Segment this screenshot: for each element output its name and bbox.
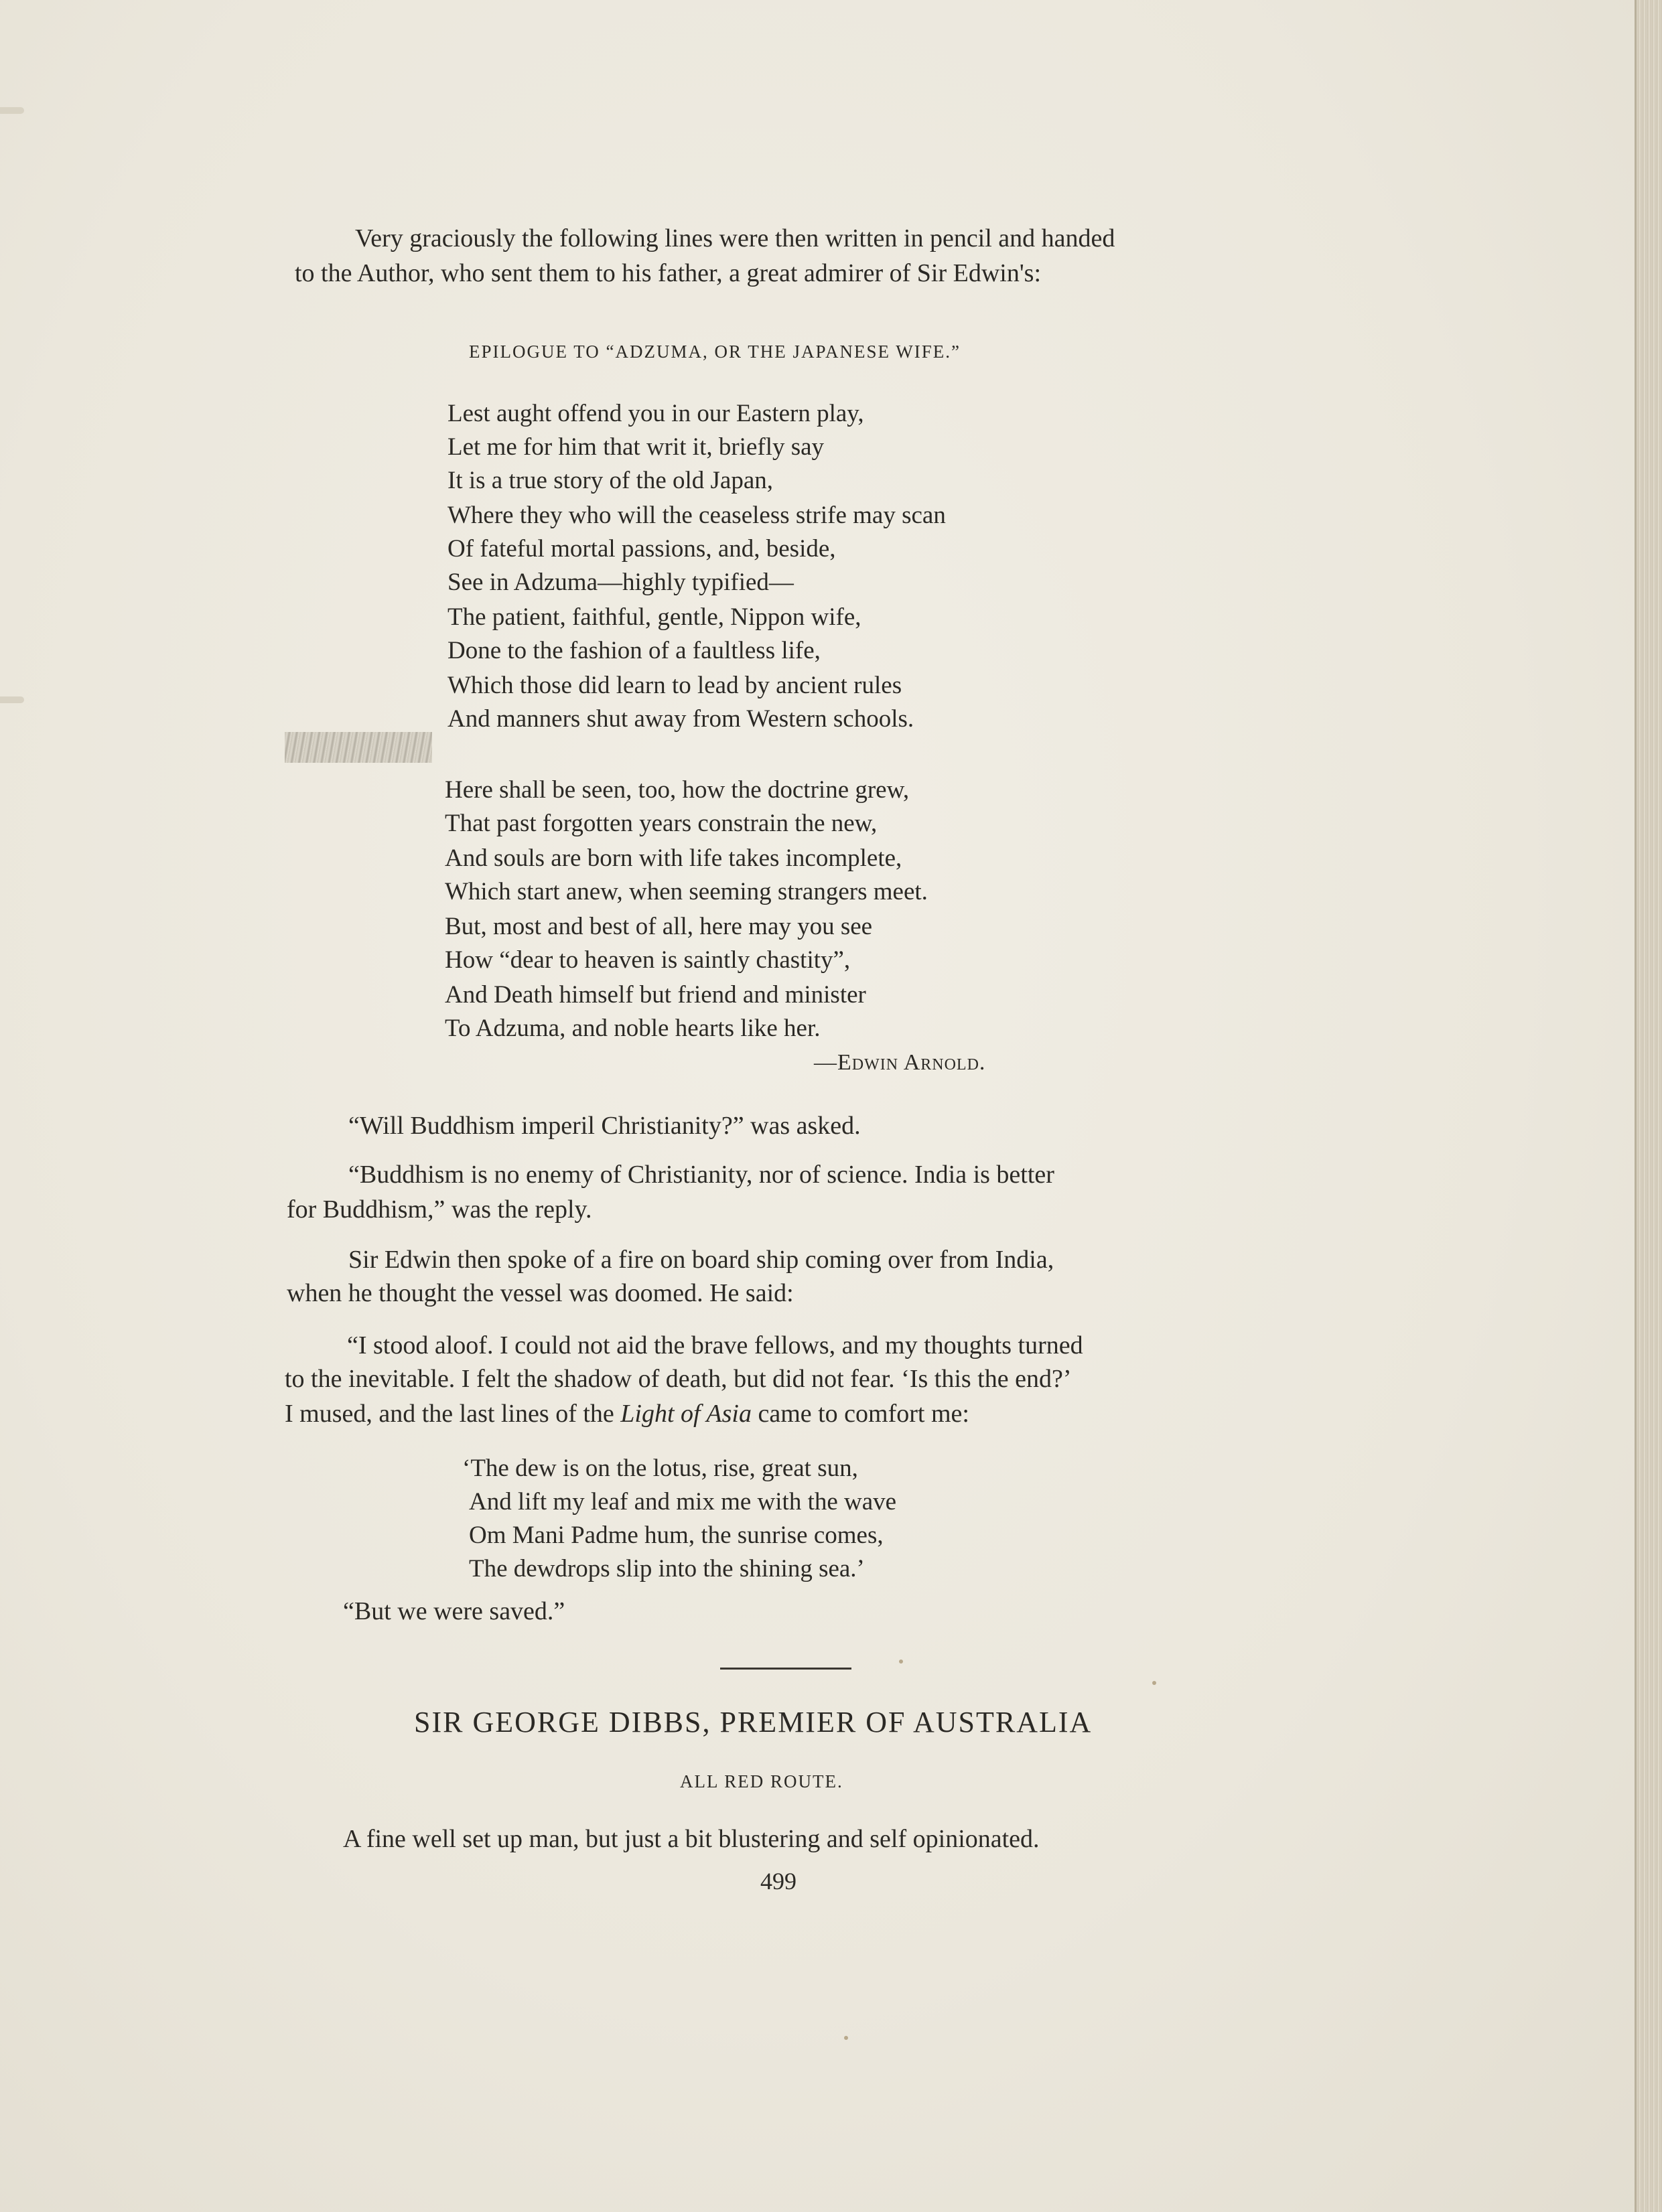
poem-line: And Death himself but friend and minister bbox=[445, 981, 866, 1009]
quote-poem-line: And lift my leaf and mix me with the wave bbox=[469, 1488, 897, 1516]
poem-line: The patient, faithful, gentle, Nippon wife, bbox=[447, 603, 861, 631]
reply-line-1: “Buddhism is no enemy of Christianity, nor of science. India is better bbox=[348, 1161, 1054, 1189]
poem-line: Done to the fashion of a faultless life, bbox=[447, 637, 821, 664]
paper-speck bbox=[899, 1660, 903, 1664]
paper-speck bbox=[844, 2036, 848, 2040]
stood-line-1: “I stood aloof. I could not aid the brave fellows, and my thoughts turned bbox=[347, 1331, 1083, 1359]
poem-line: Let me for him that writ it, briefly say bbox=[447, 433, 825, 461]
poem-line: See in Adzuma—highly typified— bbox=[447, 569, 794, 596]
section-subtitle: ALL RED ROUTE. bbox=[680, 1771, 843, 1791]
fire-line-1: Sir Edwin then spoke of a fire on board ship coming over from India, bbox=[348, 1246, 1054, 1274]
poem-line: Where they who will the ceaseless strife may scan bbox=[447, 502, 946, 529]
poem-signature: —Edwin Arnold. bbox=[814, 1050, 986, 1075]
ink-smudge bbox=[285, 732, 432, 763]
quote-poem-line: Om Mani Padme hum, the sunrise comes, bbox=[469, 1522, 884, 1549]
stood-line-3 bbox=[285, 1396, 969, 1431]
page-number: 499 bbox=[760, 1868, 797, 1895]
quote-poem-line: ‘The dew is on the lotus, rise, great sun, bbox=[462, 1455, 858, 1482]
intro-line-1: Very graciously the following lines were then written in pencil and handed bbox=[355, 224, 1115, 252]
fire-line-2: when he thought the vessel was doomed. He said: bbox=[287, 1279, 794, 1307]
stood-line-3-post: came to comfort me: bbox=[751, 1400, 969, 1428]
section-title: SIR GEORGE DIBBS, PREMIER OF AUSTRALIA bbox=[414, 1706, 1093, 1739]
paper-speck bbox=[1152, 1681, 1156, 1685]
poem-line: Lest aught offend you in our Eastern play, bbox=[447, 400, 864, 427]
section-divider bbox=[720, 1668, 851, 1670]
poem-line: How “dear to heaven is saintly chastity”, bbox=[445, 946, 851, 974]
section-first-line: A fine well set up man, but just a bit blustering and self opinionated. bbox=[343, 1825, 1040, 1853]
poem-line: Of fateful mortal passions, and, beside, bbox=[447, 535, 836, 563]
quote-poem-line: The dewdrops slip into the shining sea.’ bbox=[469, 1555, 865, 1582]
stood-line-3-pre: I mused, and the last lines of the bbox=[285, 1400, 621, 1428]
poem-line: Here shall be seen, too, how the doctrine grew, bbox=[445, 776, 910, 804]
reply-line-2: for Buddhism,” was the reply. bbox=[287, 1195, 592, 1224]
book-title-italic: Light of Asia bbox=[620, 1400, 752, 1428]
poem-line: Which those did learn to lead by ancient rules bbox=[447, 672, 902, 699]
poem-line: And souls are born with life takes incomplete, bbox=[445, 844, 902, 872]
question-paragraph: “Will Buddhism imperil Christianity?” was asked. bbox=[348, 1112, 861, 1140]
poem-line: It is a true story of the old Japan, bbox=[447, 467, 774, 494]
poem-line: To Adzuma, and noble hearts like her. bbox=[445, 1015, 821, 1042]
poem-line: That past forgotten years constrain the new, bbox=[445, 810, 878, 837]
page-edge-stack bbox=[1635, 0, 1662, 2212]
epilogue-heading: EPILOGUE TO “ADZUMA, OR THE JAPANESE WIFE.” bbox=[469, 342, 961, 362]
poem-line: Which start anew, when seeming strangers meet. bbox=[445, 878, 928, 905]
stood-line-2: to the inevitable. I felt the shadow of death, but did not fear. ‘Is this the end?’ bbox=[285, 1365, 1072, 1393]
poem-line: But, most and best of all, here may you see bbox=[445, 913, 873, 940]
saved-paragraph: “But we were saved.” bbox=[343, 1597, 565, 1625]
poem-line: And manners shut away from Western schools. bbox=[447, 705, 914, 733]
intro-line-2: to the Author, who sent them to his father, a great admirer of Sir Edwin's: bbox=[295, 259, 1042, 287]
